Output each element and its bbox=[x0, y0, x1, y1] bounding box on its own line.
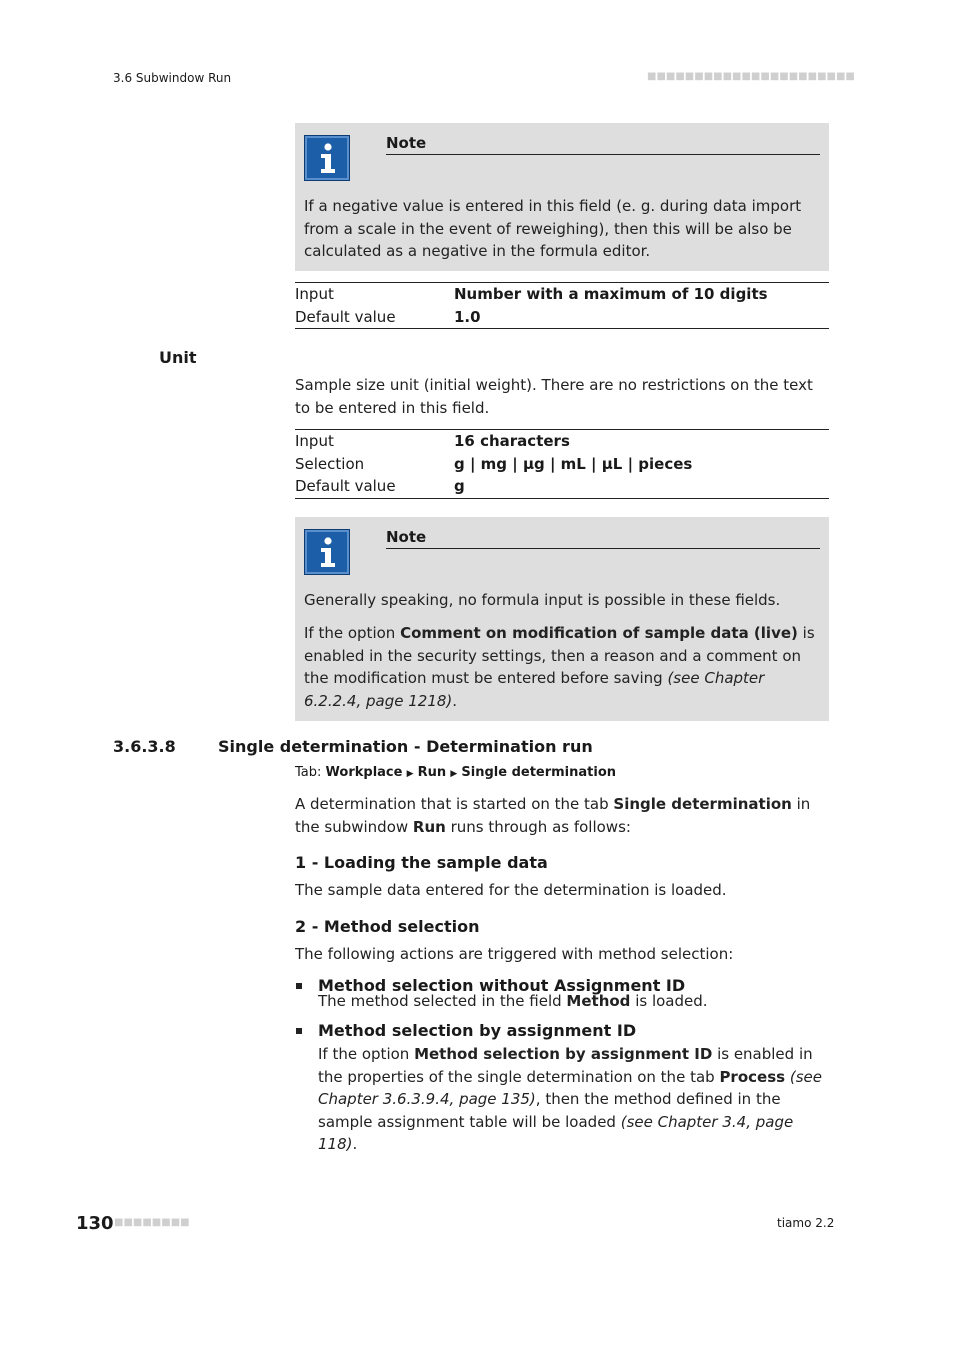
step-text: The sample data entered for the determination is loaded. bbox=[295, 881, 727, 899]
ui-term: Process bbox=[719, 1067, 786, 1086]
section-number: 3.6.3.8 bbox=[113, 737, 176, 756]
text-run: The method selected in the field bbox=[318, 992, 567, 1010]
table-value: Number with a maximum of 10 digits bbox=[454, 285, 768, 303]
note-box bbox=[295, 123, 829, 271]
ui-term: Method selection by assignment ID bbox=[414, 1045, 713, 1063]
table-row bbox=[295, 475, 829, 498]
text-run: is enabled in the security settings, then a reason and a comment on the modification must be entered before saving bbox=[304, 624, 815, 687]
note-text: If a negative value is entered in this field (e. g. during data import from a scale in the event of reweighing), then this will be also be calculated as a negative in the formula editor. bbox=[304, 197, 802, 260]
section-title: Single determination - Determination run bbox=[218, 737, 593, 756]
text-run: . bbox=[352, 1135, 358, 1153]
bullet-text bbox=[318, 1043, 829, 1156]
bullet-marker bbox=[296, 1028, 302, 1034]
running-header: 3.6 Subwindow Run bbox=[113, 71, 232, 85]
tab-path-item: Workplace bbox=[325, 765, 403, 780]
text-run: If the option bbox=[318, 1045, 415, 1063]
tab-path-item: Single determination bbox=[461, 765, 617, 780]
table-row bbox=[295, 283, 829, 306]
unit-description: Sample size unit (initial weight). There are no restrictions on the text to be entered in this field. bbox=[295, 376, 813, 417]
text-run: Tab: bbox=[295, 765, 326, 780]
tab-path-item: Run bbox=[417, 765, 447, 780]
tab-path bbox=[295, 765, 616, 780]
table-key: Input bbox=[295, 432, 334, 450]
table-value: g bbox=[454, 477, 465, 495]
note-text bbox=[304, 622, 821, 712]
text-run: A determination that is started on the tab bbox=[295, 795, 614, 813]
bullet-marker bbox=[296, 983, 302, 989]
info-icon bbox=[304, 529, 350, 575]
step-title: 2 - Method selection bbox=[295, 917, 480, 936]
table-value: 1.0 bbox=[454, 307, 481, 326]
table-value: 16 characters bbox=[454, 432, 570, 450]
table-key: Input bbox=[295, 285, 334, 303]
option-name: Comment on modification of sample data (live) bbox=[400, 624, 798, 642]
cross-reference: (see Chapter 3.6.3.9.4, page 135) bbox=[318, 1067, 822, 1108]
page-number: 130 bbox=[76, 1213, 114, 1234]
table-key: Default value bbox=[295, 307, 396, 326]
ui-term: Method bbox=[566, 992, 631, 1010]
parameter-table bbox=[295, 282, 829, 329]
note-box bbox=[295, 517, 829, 721]
table-row bbox=[295, 430, 829, 453]
product-name: tiamo 2.2 bbox=[777, 1216, 835, 1230]
bullet-text bbox=[318, 990, 829, 1013]
note-title: Note bbox=[386, 134, 820, 155]
table-row bbox=[295, 306, 829, 329]
step-text: The following actions are triggered with method selection: bbox=[295, 945, 734, 963]
cross-reference: (see Chapter 3.4, page 118) bbox=[318, 1112, 794, 1153]
text-run: in the subwindow bbox=[295, 795, 811, 836]
arrow-right-icon: ▶ bbox=[450, 769, 458, 779]
table-key: Default value bbox=[295, 477, 396, 495]
parameter-table bbox=[295, 429, 829, 499]
ui-term: Single determination bbox=[613, 795, 792, 813]
text-run: If the option bbox=[304, 624, 401, 642]
text-run: runs through as follows: bbox=[445, 817, 631, 836]
text-run: . bbox=[452, 691, 458, 710]
table-value: g | mg | µg | mL | µL | pieces bbox=[454, 454, 693, 473]
cross-reference: (see Chapter 6.2.2.4, page 1218) bbox=[304, 669, 765, 710]
footer-dots: ■■■■■■■■ bbox=[114, 1217, 190, 1228]
text-run: is enabled in the properties of the single determination on the tab bbox=[318, 1045, 813, 1086]
header-dots: ■■■■■■■■■■■■■■■■■■■■■■ bbox=[647, 71, 855, 82]
ui-term: Run bbox=[412, 817, 446, 836]
note-title: Note bbox=[386, 528, 820, 549]
bullet-title: Method selection without Assignment ID bbox=[318, 976, 686, 995]
note-text: Generally speaking, no formula input is possible in these fields. bbox=[304, 591, 781, 609]
step-title: 1 - Loading the sample data bbox=[295, 853, 548, 872]
arrow-right-icon: ▶ bbox=[406, 769, 414, 779]
table-key: Selection bbox=[295, 454, 365, 473]
text-run: , then the method defined in the sample assignment table will be loaded bbox=[318, 1090, 781, 1131]
text-run: is loaded. bbox=[630, 992, 708, 1010]
field-label-unit: Unit bbox=[159, 348, 197, 367]
info-icon bbox=[304, 135, 350, 181]
bullet-title: Method selection by assignment ID bbox=[318, 1021, 637, 1040]
table-row bbox=[295, 453, 829, 476]
section-intro bbox=[295, 793, 829, 838]
